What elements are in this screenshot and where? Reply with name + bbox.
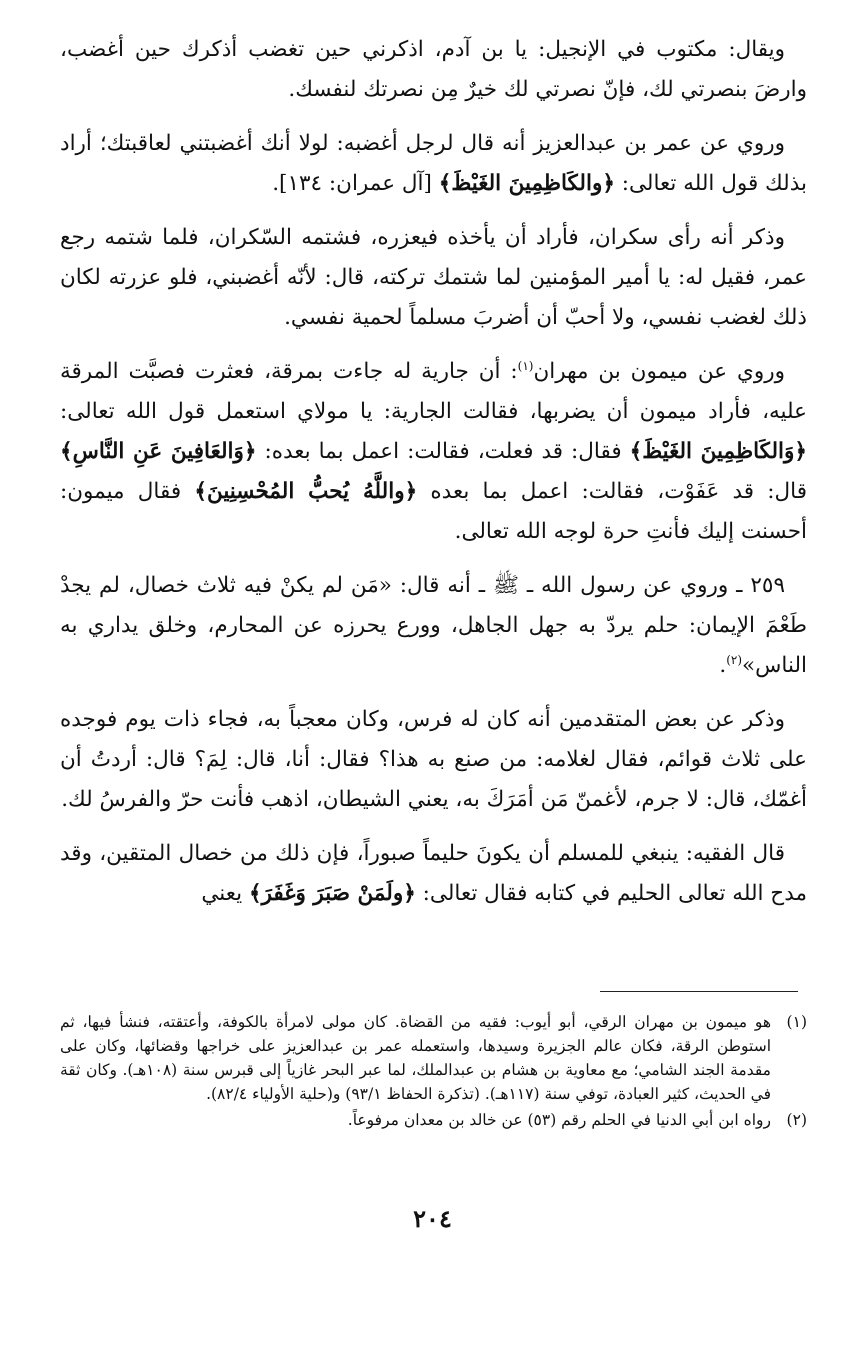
paragraph-horse: [60, 700, 807, 820]
paragraph-injil: [60, 30, 807, 110]
paragraph-hadith-259: [60, 566, 807, 686]
main-text: [60, 30, 807, 928]
footnote-separator: [600, 991, 798, 992]
page-number: ٢٠٤: [413, 1204, 452, 1233]
paragraph-umar-anger: [60, 124, 807, 204]
quran-verse: ﴿ولَمَنْ صَبَرَ وَغَفَرَ﴾: [248, 881, 416, 906]
footnote-ref-2[interactable]: (٢): [726, 652, 743, 667]
paragraph-text: ويقال: مكتوب في الإنجيل: يا بن آدم، اذكرني حين تغضب أذكرك حين أغضب، وارضَ بنصرتي لك، فإنّ نصرتي لك خيرٌ مِن نصرتك لنفسك.: [60, 37, 807, 102]
footnote-text: رواه ابن أبي الدنيا في الحلم رقم (٥٣) عن خالد بن معدان مرفوعاً.: [347, 1111, 771, 1129]
quran-verse: ﴿وَالكَاظِمِينَ الغَيْظَ﴾: [629, 439, 808, 464]
quran-verse: ﴿واللَّهُ يُحبُّ المُحْسِنِينَ﴾: [194, 479, 418, 504]
quran-verse: ﴿والكَاظِمِينَ الغَيْظَ﴾: [438, 171, 615, 196]
paragraph-faqih: [60, 834, 807, 914]
paragraph-text: ٢٥٩ ـ وروي عن رسول الله ـ ﷺ ـ أنه قال: «مَن لم يكنْ فيه ثلاث خصال، لم يجدْ طَعْمَ الإيمان: حلم يردّ به جهل الجاهل، وورع يحرزه عن المحارم، وخلق يداري به الناس»: [60, 573, 807, 678]
footnotes: [60, 1010, 807, 1134]
verse-citation: [آل عمران: ١٣٤].: [272, 171, 439, 196]
footnote-text: هو ميمون بن مهران الرقي، أبو أيوب: فقيه من القضاة. كان مولى لامرأة بالكوفة، وأعتقته، فنشأ فيها، ثم استوطن الرقة، فكان عالم الجزيرة وسيدها، واستعمله عمر بن عبدالعزيز على خراجها وقضائها، وكان على مقدمة الجند الشامي؛ مع معاوية بن هشام بن عبدالملك، لما عبر البحر غازياً إلى قبرس سنة (١٠٨هـ). وكان ثقة في الحديث، كثير العبادة، توفي سنة (١١٧هـ). (تذكرة الحفاظ ٩٣/١) و(حلية الأولياء ٨٢/٤).: [60, 1013, 771, 1103]
paragraph-text: وذكر عن بعض المتقدمين أنه كان له فرس، وكان معجباً به، فجاء ذات يوم فوجده على ثلاث قوائم، فقال لغلامه: من صنع به هذا؟ فقال: أنا، قال: لِمَ؟ قال: أردتُ أن أغمّك، قال: لا جرم، لأغمنّ مَن أمَرَكَ به، يعني الشيطان، اذهب فأنت حرّ والفرسُ لك.: [60, 707, 807, 812]
footnote-ref-1[interactable]: (١): [517, 358, 534, 373]
paragraph-text: وروي عن ميمون بن مهران: [533, 359, 785, 384]
paragraph-end: يعني: [201, 881, 249, 906]
footnote-1: [60, 1010, 807, 1106]
footnote-number: (١): [786, 1013, 807, 1031]
paragraph-maymun: [60, 352, 807, 552]
paragraph-text: فقال: قد فعلت، فقالت: اعمل بما بعده:: [256, 439, 630, 464]
paragraph-text: وروي عن عمر بن عبدالعزيز أنه قال لرجل أغضبه: لولا أنك أغضبتني لعاقبتك؛ أراد بذلك قول الله تعالى:: [60, 131, 807, 196]
footnote-2: [60, 1108, 807, 1132]
paragraph-text: : أن جارية له جاءت بمرقة، فعثرت فصبَّت المرقة عليه، فأراد ميمون أن يضربها، فقالت الجارية: يا مولاي استعمل قول الله تعالى:: [60, 359, 807, 424]
footnote-number: (٢): [786, 1111, 807, 1129]
paragraph-text: قال: قد عَفَوْت، فقالت: اعمل بما بعده: [417, 479, 807, 504]
paragraph-text: فقال ميمون: أحسنت إليك فأنتِ حرة لوجه الله تعالى.: [60, 479, 807, 544]
quran-verse: ﴿وَالعَافِينَ عَنِ النَّاسِ﴾: [60, 439, 257, 464]
paragraph-text: قال الفقيه: ينبغي للمسلم أن يكونَ حليماً صبوراً، فإن ذلك من خصال المتقين، وقد مدح الله تعالى الحليم في كتابه فقال تعالى:: [60, 841, 807, 906]
paragraph-drunkard: [60, 218, 807, 338]
paragraph-end: .: [719, 653, 727, 678]
paragraph-text: وذكر أنه رأى سكران، فأراد أن يأخذه فيعزره، فشتمه السّكران، فلما شتمه رجع عمر، فقيل له: يا أمير المؤمنين لما شتمك تركته، قال: لأنّه أغضبني، فلو عزرته لكان ذلك لغضب نفسي، ولا أحبّ أن أضربَ مسلماً لحمية نفسي.: [60, 225, 807, 330]
